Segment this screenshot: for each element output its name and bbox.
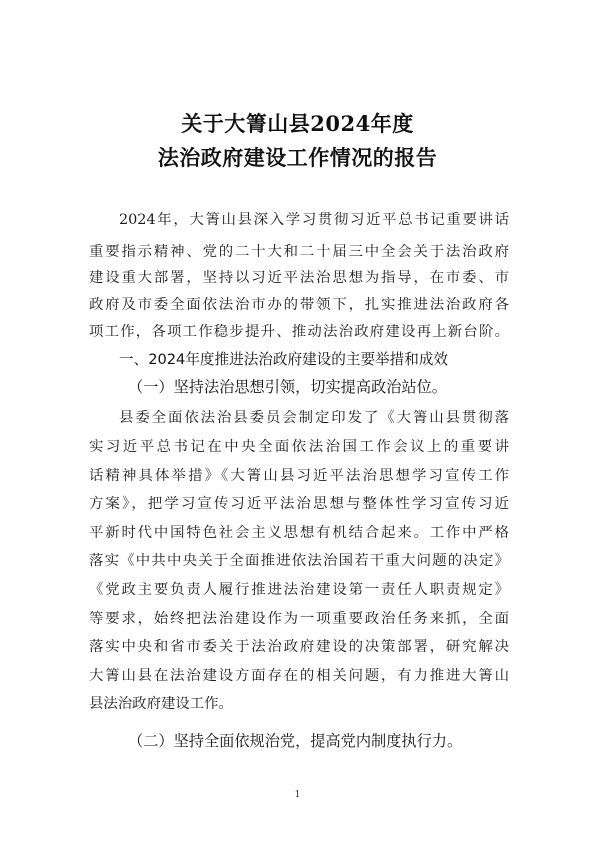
- body-line: 县法治政府建设工作。: [89, 696, 233, 712]
- body-line: 平新时代中国特色社会主义思想有机结合起来。工作中严格: [89, 525, 509, 541]
- report-title-line-2: 法治政府建设工作情况的报告: [157, 145, 438, 170]
- intro-line: 2024年，大箐山县深入学习贯彻习近平总书记重要讲话: [119, 212, 509, 228]
- body-line: 落实中央和省市委关于法治政府建设的决策部署，研究解决: [89, 639, 509, 655]
- body-line: 县委全面依法治县委员会制定印发了《大箐山县贯彻落: [119, 410, 509, 426]
- body-line: 落实《中共中央关于全面推进依法治国若干重大问题的决定》: [89, 553, 509, 569]
- subsection-heading-1: （一）坚持法治思想引领，切实提高政治站位。: [128, 378, 447, 396]
- section-heading: 一、2024年度推进法治政府建设的主要举措和成效: [119, 351, 449, 368]
- body-line: 《党政主要负责人履行推进法治建设第一责任人职责规定》: [89, 582, 509, 598]
- body-line: 方案》，把学习宣传习近平法治思想与整体性学习宣传习近: [89, 496, 509, 512]
- body-line: 话精神具体举措》《大箐山县习近平法治思想学习宣传工作: [89, 468, 509, 484]
- body-line: 等要求，始终把法治建设作为一项重要政治任务来抓，全面: [89, 611, 509, 627]
- report-title-line-1: 关于大箐山县2024年度: [181, 111, 414, 136]
- page-number: 1: [294, 790, 301, 800]
- intro-line: 重要指示精神、党的二十大和二十届三中全会关于法治政府: [89, 244, 509, 260]
- body-line: 大箐山县在法治建设方面存在的相关问题，有力推进大箐山: [89, 668, 509, 684]
- intro-line: 建设重大部署，坚持以习近平法治思想为指导，在市委、市: [89, 270, 509, 286]
- intro-line: 政府及市委全面依法治市办的带领下，扎实推进法治政府各: [89, 297, 509, 313]
- intro-line: 项工作，各项工作稳步提升、推动法治政府建设再上新台阶。: [89, 324, 509, 340]
- subsection-heading-2: （二）坚持全面依规治党，提高党内制度执行力。: [128, 732, 463, 750]
- body-line: 实习近平总书记在中央全面依法治国工作会议上的重要讲: [89, 439, 509, 455]
